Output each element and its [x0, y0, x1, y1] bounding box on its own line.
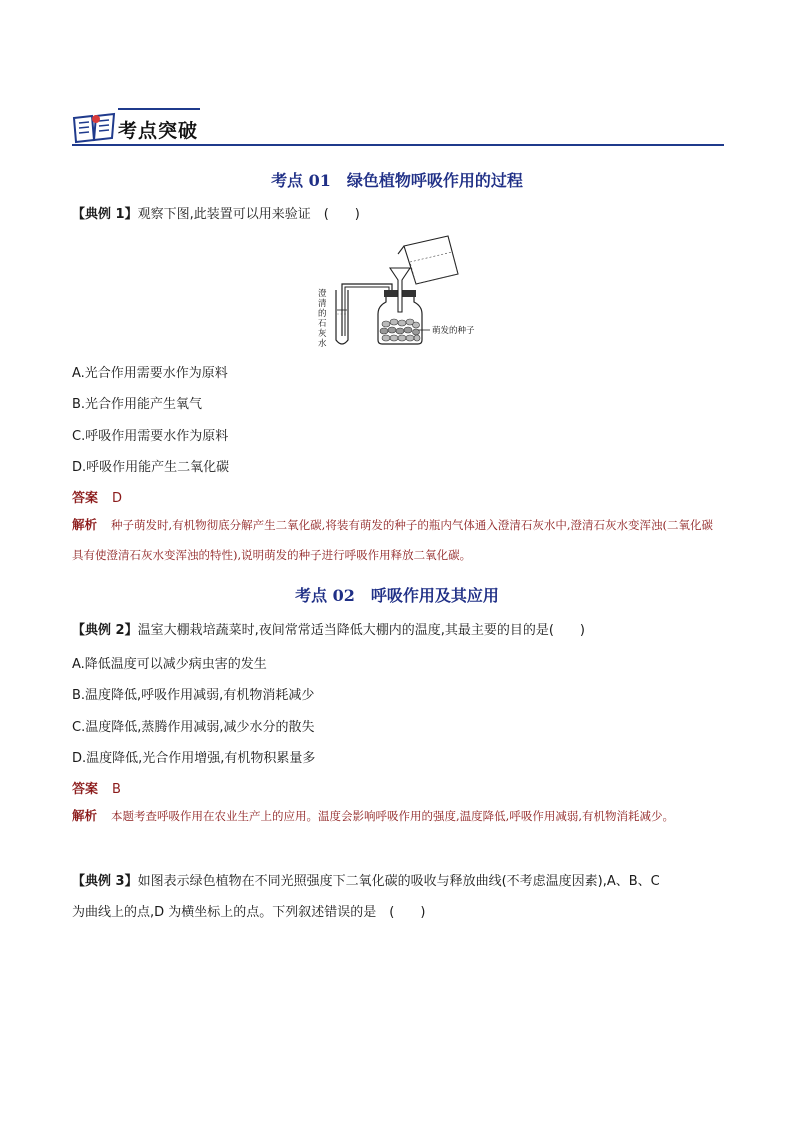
- example-1-option-b: B.光合作用能产生氧气: [72, 397, 203, 412]
- example-2-option-a: A.降低温度可以减少病虫害的发生: [72, 657, 267, 672]
- example-3-text-1: 如图表示绿色植物在不同光照强度下二氧化碳的吸收与释放曲线(不考虑温度因素),A、B、C: [137, 874, 660, 889]
- example-1-analysis: [72, 510, 722, 570]
- example-3-question-line-1: [72, 872, 660, 892]
- example-1-analysis-text: 种子萌发时,有机物彻底分解产生二氧化碳,将装有萌发的种子的瓶内气体通入澄清石灰水中,澄清石灰水变浑浊(二氧化碳具有使澄清石灰水变浑浊的特性),说明萌发的种子进行呼吸作用释放二氧化碳。: [72, 518, 713, 562]
- beaker: [398, 236, 458, 284]
- section-header: [72, 104, 724, 148]
- example-2-text: 温室大棚栽培蔬菜时,夜间常常适当降低大棚内的温度,其最主要的目的是( ): [137, 623, 585, 638]
- open-book-icon: [72, 110, 116, 144]
- header-top-rule: [118, 108, 200, 110]
- example-1-answer-label: 答案: [72, 491, 99, 506]
- example-2-answer-value: B: [112, 782, 121, 797]
- example-2-answer: [72, 778, 121, 797]
- example-1-option-c: C.呼吸作用需要水作为原料: [72, 429, 229, 444]
- example-2-option-b: B.温度降低,呼吸作用减弱,有机物消耗减少: [72, 688, 315, 703]
- limewater-char-2: 的: [318, 309, 327, 319]
- example-2-option-d: D.温度降低,光合作用增强,有机物积累量多: [72, 751, 316, 766]
- example-1-option-d: D.呼吸作用能产生二氧化碳: [72, 460, 230, 475]
- example-1-tag: 【典例 1】: [72, 207, 138, 222]
- germinating-seeds: [380, 319, 420, 341]
- example-2-analysis-label: 解析: [72, 808, 98, 823]
- example-1-answer-value: D: [112, 491, 123, 506]
- limewater-char-1: 清: [318, 299, 327, 309]
- example-1-answer: [72, 487, 122, 506]
- topic-1-title: 考点 01 绿色植物呼吸作用的过程: [271, 171, 523, 190]
- limewater-char-5: 水: [318, 339, 327, 349]
- limewater-char-3: 石: [318, 319, 327, 329]
- example-2-answer-label: 答案: [72, 782, 99, 797]
- example-1-text: 观察下图,此装置可以用来验证 ( ): [137, 207, 360, 222]
- limewater-char-0: 澄: [318, 289, 327, 299]
- example-2-question: [72, 621, 585, 641]
- limewater-char-4: 灰: [318, 329, 327, 339]
- example-3-tag: 【典例 3】: [72, 874, 138, 889]
- seed-label: 萌发的种子: [432, 326, 475, 336]
- example-3-question-line-2: 为曲线上的点,D 为横坐标上的点。下列叙述错误的是 ( ): [72, 905, 426, 920]
- limewater-label: [318, 288, 327, 349]
- example-1-option-a: A.光合作用需要水作为原料: [72, 366, 228, 381]
- example-2-analysis: [72, 801, 722, 831]
- apparatus-figure: [300, 232, 500, 350]
- topic-2-title: 考点 02 呼吸作用及其应用: [295, 586, 499, 605]
- example-2-option-c: C.温度降低,蒸腾作用减弱,减少水分的散失: [72, 720, 315, 735]
- example-2-tag: 【典例 2】: [72, 623, 138, 638]
- example-1-analysis-label: 解析: [72, 517, 98, 532]
- header-divider: [72, 144, 724, 146]
- example-2-analysis-text: 本题考查呼吸作用在农业生产上的应用。温度会影响呼吸作用的强度,温度降低,呼吸作用减弱,有机物消耗减少。: [111, 809, 674, 823]
- section-title: 考点突破: [118, 120, 199, 142]
- example-1-question: [72, 205, 360, 225]
